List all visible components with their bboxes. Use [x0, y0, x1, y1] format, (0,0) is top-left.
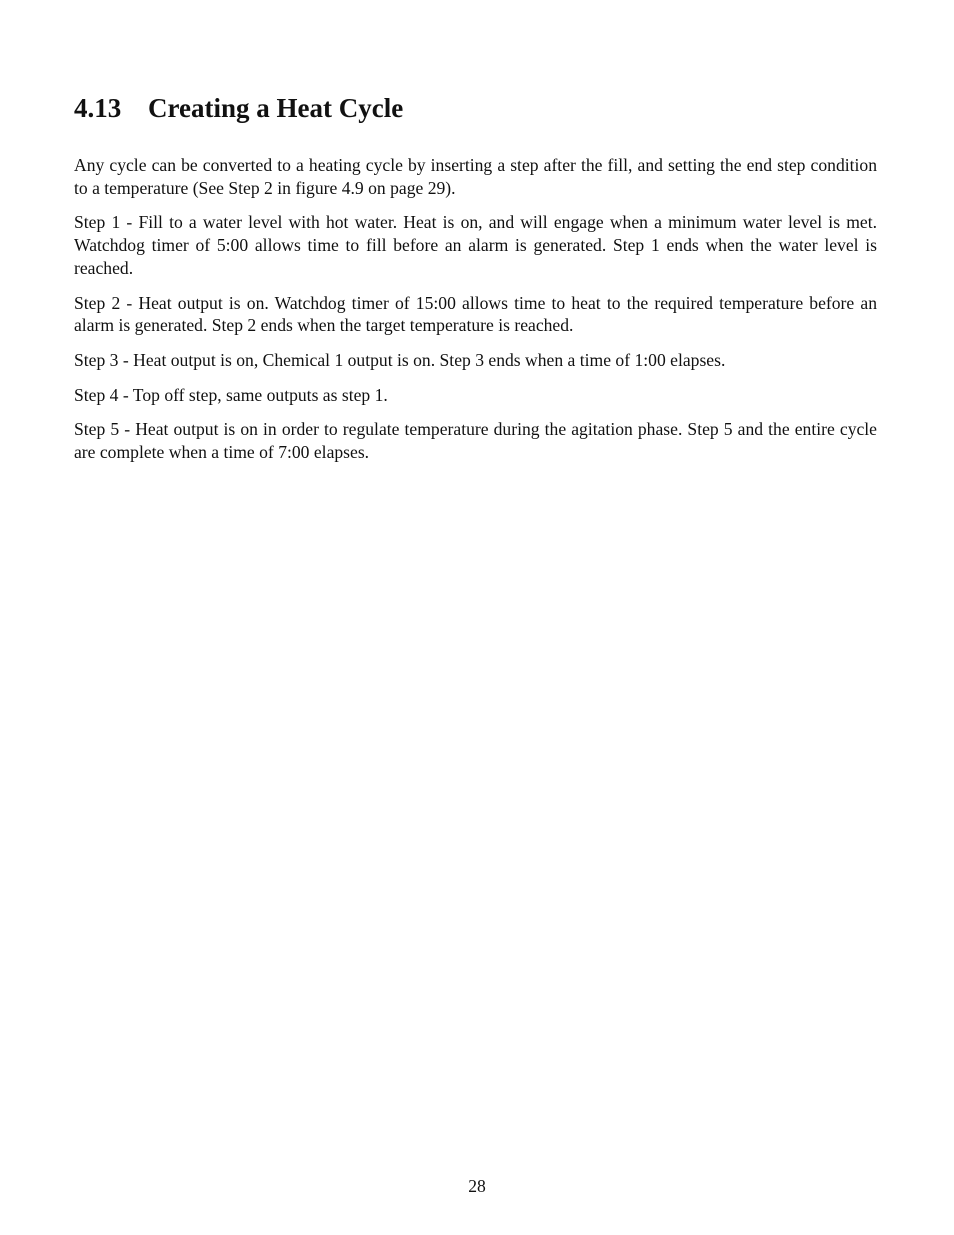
step-3-paragraph: Step 3 - Heat output is on, Chemical 1 output is on. Step 3 ends when a time of 1:00 elapses. [74, 349, 726, 370]
step-1-paragraph: Step 1 - Fill to a water level with hot water. Heat is on, and will engage when a minimum water level is met. Watchdog timer of 5:00 allows time to fill before an alarm is generated. Step 1 ends when the water level is reached. [74, 212, 877, 278]
step-5-paragraph: Step 5 - Heat output is on in order to regulate temperature during the agitation phase. Step 5 and the entire cycle are complete when a time of 7:00 elapses. [74, 419, 877, 463]
step-4-paragraph: Step 4 - Top off step, same outputs as step 1. [74, 384, 388, 405]
section-number: 4.13 [74, 93, 122, 123]
section-heading [74, 91, 880, 125]
intro-paragraph: Any cycle can be converted to a heating cycle by inserting a step after the fill, and setting the end step condition to a temperature (See Step 2 in figure 4.9 on page 29). [74, 155, 877, 198]
step-2-paragraph: Step 2 - Heat output is on. Watchdog timer of 15:00 allows time to heat to the required temperature before an alarm is generated. Step 2 ends when the target temperature is reached. [74, 292, 877, 336]
page-number: 28 [468, 1176, 486, 1196]
section-title: Creating a Heat Cycle [148, 93, 404, 123]
section-body [74, 154, 877, 476]
